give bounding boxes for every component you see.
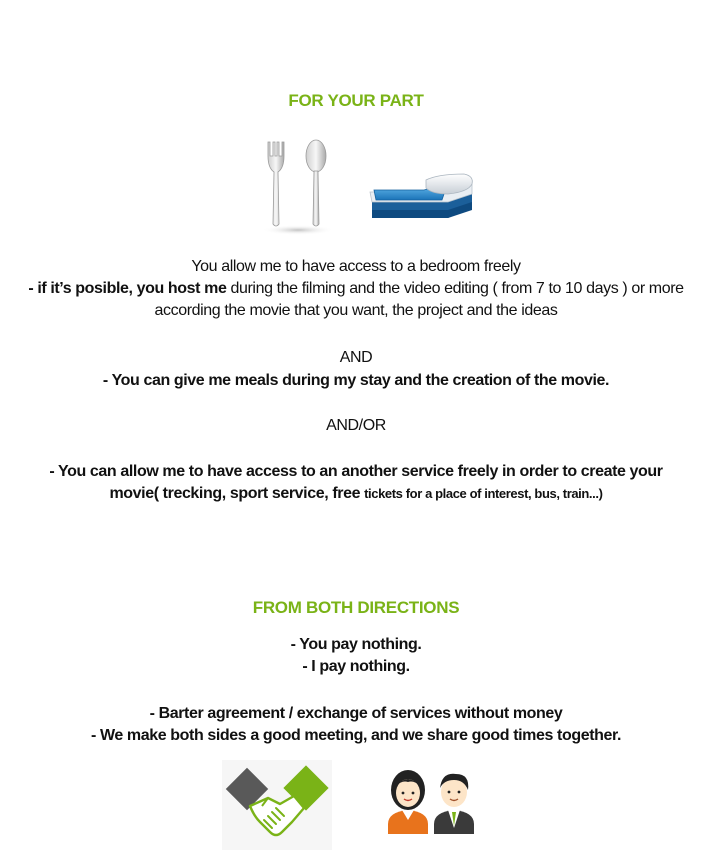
- and-or-label: AND/OR: [326, 417, 386, 434]
- host-bold-text: - if it’s posible, you host me: [28, 280, 227, 297]
- two-people-icon: [380, 762, 482, 834]
- service-main-text: - You can allow me to have access to an another service freely in order to create your movie( trecking, sport service, free: [49, 463, 663, 502]
- meals-text: - You can give me meals during my stay and the creation of the movie.: [102, 372, 610, 389]
- you-pay-text: - You pay nothing.: [290, 636, 422, 653]
- bed-icon: [368, 170, 476, 222]
- access-line: You allow me to have access to a bedroom freely: [191, 258, 521, 275]
- meeting-text: - We make both sides a good meeting, and we share good times together.: [90, 727, 622, 744]
- section-heading-for-your-part: FOR YOUR PART: [288, 91, 424, 110]
- i-pay-text: - I pay nothing.: [302, 658, 410, 675]
- and-label: AND: [339, 349, 373, 366]
- service-text: [36, 461, 676, 505]
- bedroom-access-text: [26, 256, 686, 322]
- handshake-icon: [222, 760, 332, 850]
- host-rest-text: during the filming and the video editing ( from 7 to 10 days ) or more according the movie that you want, the project and the ideas: [154, 280, 684, 319]
- section-heading-both-directions: FROM BOTH DIRECTIONS: [252, 598, 460, 617]
- service-small-text: tickets for a place of interest, bus, train...): [364, 486, 603, 501]
- fork-and-spoon-icon: [258, 138, 338, 238]
- host-paragraph: [26, 278, 686, 322]
- barter-text: - Barter agreement / exchange of services without money: [149, 705, 563, 722]
